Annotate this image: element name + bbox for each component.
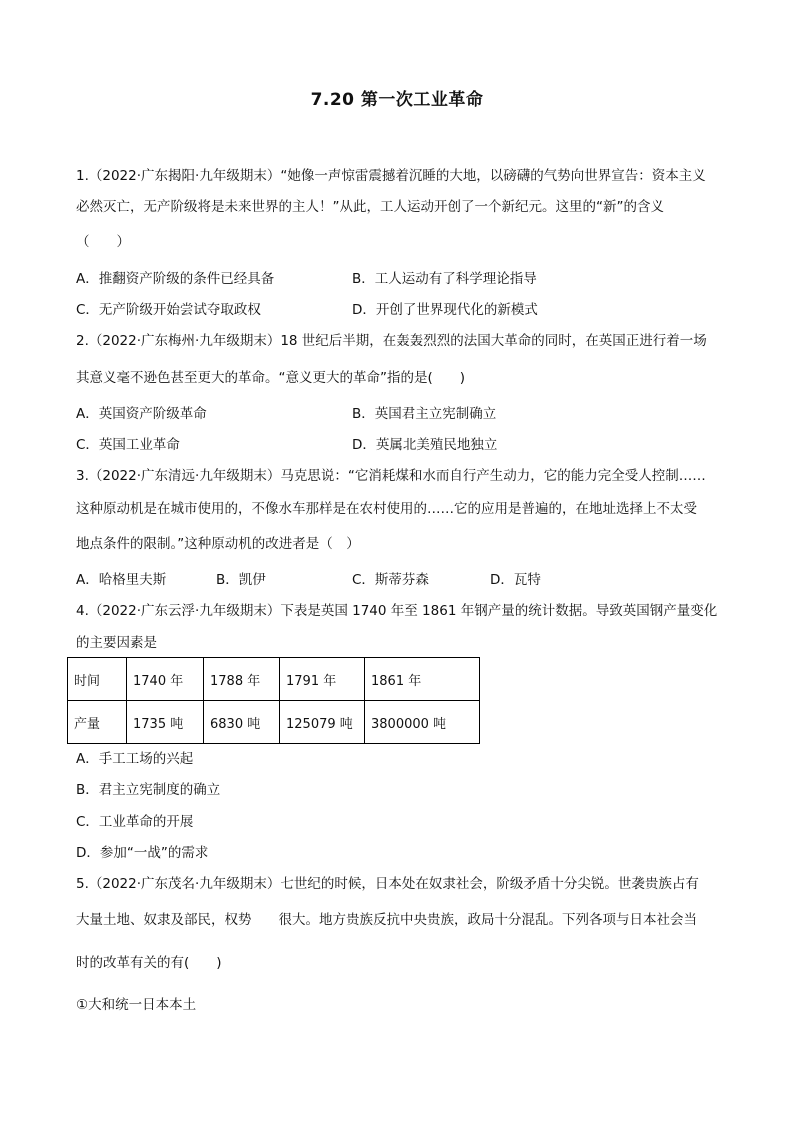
table-cell: 6830 吨 bbox=[204, 701, 280, 744]
q1-option-d: D．开创了世界现代化的新模式 bbox=[352, 302, 538, 318]
table-cell: 1791 年 bbox=[280, 658, 365, 701]
q4-option-c: C．工业革命的开展 bbox=[76, 814, 194, 830]
q4-stem-line2: 的主要因素是 bbox=[76, 635, 157, 651]
q3-option-c: C．斯蒂芬森 bbox=[352, 572, 429, 588]
table-cell: 1861 年 bbox=[365, 658, 480, 701]
table-header-cell: 时间 bbox=[68, 658, 127, 701]
q1-stem-line3: （ ） bbox=[76, 234, 130, 250]
table-cell: 125079 吨 bbox=[280, 701, 365, 744]
q5-stem-line2: 大量土地、奴隶及部民，权势 很大。地方贵族反抗中央贵族，政局十分混乱。下列各项与日本社会当 bbox=[76, 912, 697, 928]
q1-stem-line2: 必然灭亡，无产阶级将是未来世界的主人！”从此，工人运动开创了一个新纪元。这里的“新”的含义 bbox=[76, 199, 664, 215]
q4-stem-line1: 4.（2022·广东云浮·九年级期末）下表是英国 1740 年至 1861 年钢产量的统计数据。导致英国钢产量变化 bbox=[76, 603, 718, 619]
table-row bbox=[68, 701, 480, 744]
q2-option-c: C．英国工业革命 bbox=[76, 437, 180, 453]
q4-option-d: D．参加“一战”的需求 bbox=[76, 845, 209, 861]
q3-stem-line3: 地点条件的限制。”这种原动机的改进者是（ ） bbox=[76, 536, 360, 552]
q5-stem-line1: 5.（2022·广东茂名·九年级期末）七世纪的时候，日本处在奴隶社会，阶级矛盾十分尖锐。世袭贵族占有 bbox=[76, 876, 699, 892]
table-cell: 1740 年 bbox=[127, 658, 204, 701]
table-cell: 1788 年 bbox=[204, 658, 280, 701]
steel-output-table bbox=[67, 657, 480, 744]
q3-option-a: A．哈格里夫斯 bbox=[76, 572, 167, 588]
q4-option-b: B．君主立宪制度的确立 bbox=[76, 782, 221, 798]
table-row bbox=[68, 658, 480, 701]
q2-stem-line2: 其意义毫不逊色甚至更大的革命。“意义更大的革命”指的是( ) bbox=[76, 370, 466, 386]
q5-item-1: ①大和统一日本本土 bbox=[76, 997, 197, 1013]
table-cell: 3800000 吨 bbox=[365, 701, 480, 744]
page-title: 7.20 第一次工业革命 bbox=[310, 90, 484, 110]
q2-stem-line1: 2.（2022·广东梅州·九年级期末）18 世纪后半期，在轰轰烈烈的法国大革命的同时，在英国正进行着一场 bbox=[76, 333, 707, 349]
q2-option-d: D．英属北美殖民地独立 bbox=[352, 437, 498, 453]
q1-option-b: B．工人运动有了科学理论指导 bbox=[352, 271, 537, 287]
table-cell: 1735 吨 bbox=[127, 701, 204, 744]
q3-option-d: D．瓦特 bbox=[490, 572, 541, 588]
q5-stem-line3: 时的改革有关的有( ) bbox=[76, 955, 222, 971]
q2-option-b: B．英国君主立宪制确立 bbox=[352, 406, 497, 422]
q3-stem-line2: 这种原动机是在城市使用的，不像水车那样是在农村使用的……它的应用是普遍的，在地址选择上不太受 bbox=[76, 501, 697, 517]
q1-option-a: A．推翻资产阶级的条件已经具备 bbox=[76, 271, 275, 287]
q1-stem-line1: 1.（2022·广东揭阳·九年级期末）“她像一声惊雷震撼着沉睡的大地，以磅礴的气势向世界宣告：资本主义 bbox=[76, 168, 706, 184]
q3-stem-line1: 3.（2022·广东清远·九年级期末）马克思说：“它消耗煤和水而自行产生动力，它的能力完全受人控制…… bbox=[76, 468, 706, 484]
q4-option-a: A．手工工场的兴起 bbox=[76, 751, 194, 767]
q2-option-a: A．英国资产阶级革命 bbox=[76, 406, 207, 422]
q1-option-c: C．无产阶级开始尝试夺取政权 bbox=[76, 302, 261, 318]
q3-option-b: B．凯伊 bbox=[216, 572, 266, 588]
table-header-cell: 产量 bbox=[68, 701, 127, 744]
